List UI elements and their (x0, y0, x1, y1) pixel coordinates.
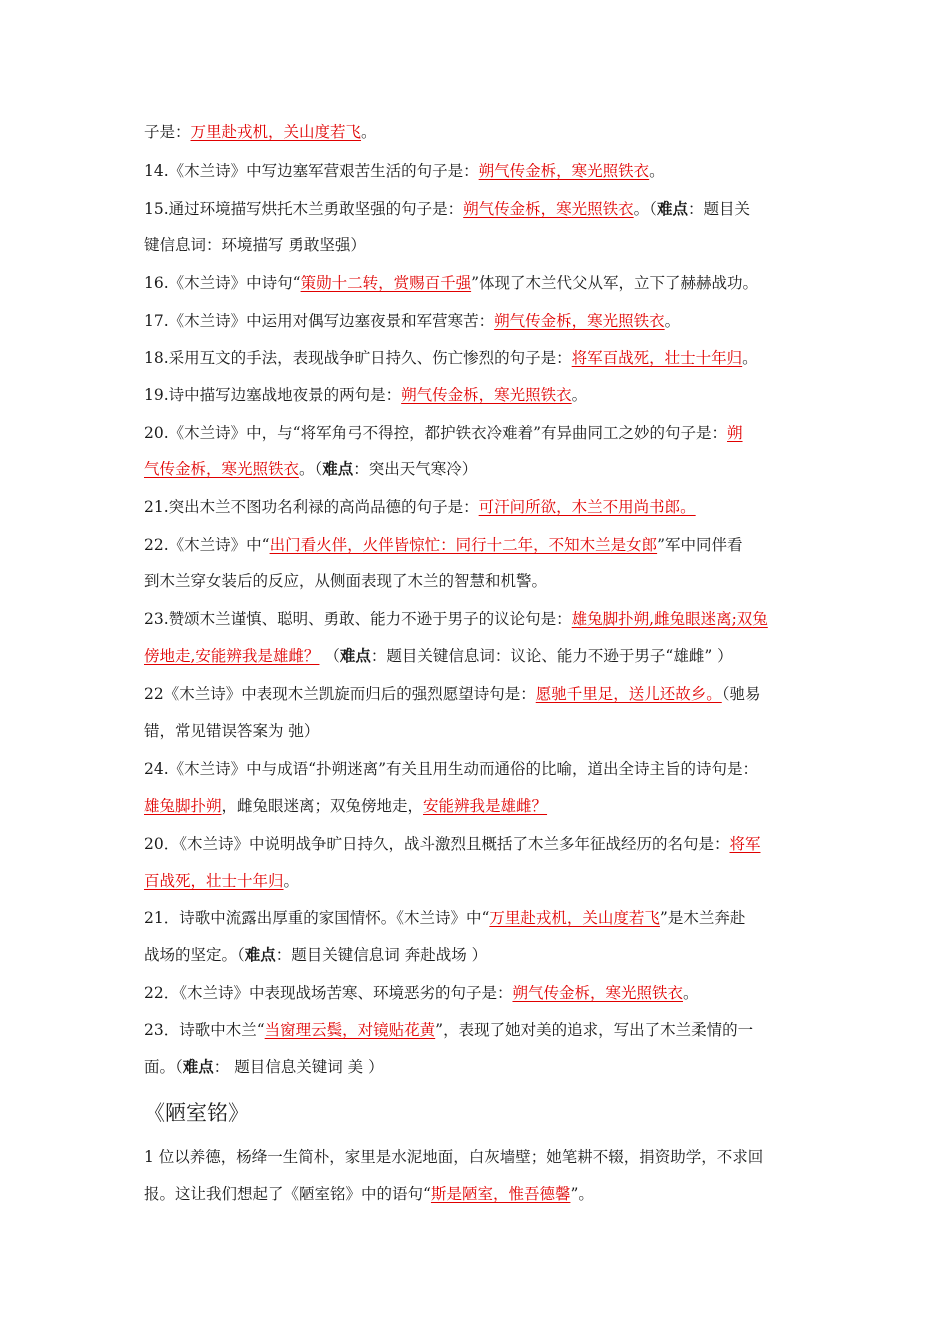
text-line: 14.《木兰诗》中写边塞军营艰苦生活的句子是：朔气传金柝，寒光照铁衣。 (144, 162, 665, 180)
answer-text: 傍地走,安能辨我是雄雌？ (144, 647, 320, 665)
text-line: 20．《木兰诗》中说明战争旷日持久，战斗激烈且概括了木兰多年征战经历的名句是：将军 (144, 835, 761, 853)
text-line: 键信息词：环境描写 勇敢坚强） (144, 236, 366, 254)
answer-text: 将军 (729, 835, 761, 853)
answer-text: 万里赴戎机，关山度若飞 (489, 909, 660, 927)
answer-text: 策勋十二转，赏赐百千强 (300, 274, 472, 292)
answer-text: 气传金柝，寒光照铁衣 (144, 460, 300, 478)
text-line: 面。（难点： 题目信息关键词 美 ） (144, 1057, 384, 1076)
answer-text: 安能辨我是雄雌？ (423, 797, 548, 815)
text-line: 22．《木兰诗》中表现战场苦寒、环境恶劣的句子是：朔气传金柝，寒光照铁衣。 (144, 984, 699, 1002)
text-line: 22.《木兰诗》中“出门看火伴，火伴皆惊忙：同行十二年，不知木兰是女郎”军中同伴看 (144, 536, 743, 554)
answer-text: 可汗问所欲，木兰不用尚书郎。 (478, 498, 696, 516)
text-line: 17.《木兰诗》中运用对偶写边塞夜景和军营寒苦：朔气传金柝，寒光照铁衣。 (144, 312, 681, 330)
answer-text: 出门看火伴，火伴皆惊忙：同行十二年，不知木兰是女郎 (269, 536, 658, 554)
text-line: 22《木兰诗》中表现木兰凯旋而归后的强烈愿望诗句是：愿驰千里足，送儿还故乡。（驰易 (144, 685, 761, 703)
answer-text: 朔气传金柝，寒光照铁衣 (478, 162, 650, 180)
text-line: 23.赞颂木兰谨慎、聪明、勇敢、能力不逊于男子的议论句是：雄兔脚扑朔,雌兔眼迷离;双兔 (144, 610, 768, 628)
answer-text: 当窗理云鬓，对镜贴花黄 (264, 1021, 436, 1039)
answer-text: 将军百战死，壮士十年归 (571, 349, 743, 367)
text-line: 1 位以养德，杨绛一生简朴，家里是水泥地面，白灰墙壁；她笔耕不辍，捐资助学，不求回 (144, 1148, 764, 1166)
text-line: 百战死，壮士十年归。 (144, 872, 300, 890)
text-line: 19.诗中描写边塞战地夜景的两句是：朔气传金柝，寒光照铁衣。 (144, 386, 588, 404)
difficulty-label: 难点 (182, 1057, 214, 1076)
text-line: 报。这让我们想起了《陋室铭》中的语句“斯是陋室，惟吾德馨”。 (144, 1185, 594, 1203)
text-line: 23．诗歌中木兰“当窗理云鬓，对镜贴花黄”，表现了她对美的追求，写出了木兰柔情的一 (144, 1021, 754, 1039)
answer-text: 朔气传金柝，寒光照铁衣 (512, 984, 683, 1002)
text-line: 18.采用互文的手法，表现战争旷日持久、伤亡惨烈的句子是：将军百战死，壮士十年归。 (144, 349, 758, 367)
text-line: 雄兔脚扑朔，雌兔眼迷离；双兔傍地走，安能辨我是雄雌？ (144, 797, 548, 815)
text-line: 16.《木兰诗》中诗句“策勋十二转，赏赐百千强”体现了木兰代父从军，立下了赫赫战功。 (144, 274, 759, 292)
difficulty-label: 难点 (244, 945, 276, 964)
answer-text: 朔气传金柝，寒光照铁衣 (463, 200, 634, 218)
section-heading: 《陋室铭》 (144, 1101, 249, 1125)
text-line: 气传金柝，寒光照铁衣。（难点：突出天气寒冷） (144, 459, 478, 478)
difficulty-label: 难点 (656, 199, 688, 218)
answer-text: 百战死，壮士十年归 (144, 872, 284, 890)
text-line: 21.突出木兰不图功名利禄的高尚品德的句子是：可汗问所欲，木兰不用尚书郎。 (144, 498, 696, 516)
difficulty-label: 难点 (339, 646, 371, 665)
text-line: 傍地走,安能辨我是雄雌？ （难点：题目关键信息词：议论、能力不逊于男子“雄雌” ） (144, 646, 733, 665)
answer-text: 朔气传金柝，寒光照铁衣 (401, 386, 572, 404)
text-line: 20.《木兰诗》中，与“将军角弓不得控，都护铁衣冷难着”有异曲同工之妙的句子是：朔 (144, 424, 743, 442)
answer-text: 斯是陋室，惟吾德馨 (430, 1185, 571, 1203)
text-line: 24.《木兰诗》中与成语“扑朔迷离”有关且用生动而通俗的比喻，道出全诗主旨的诗句是： (144, 760, 759, 778)
answer-text: 愿驰千里足，送儿还故乡。 (535, 685, 722, 703)
answer-text: 朔气传金柝，寒光照铁衣 (494, 312, 665, 330)
text-line: 15.通过环境描写烘托木兰勇敢坚强的句子是：朔气传金柝，寒光照铁衣。（难点：题目关 (144, 199, 750, 218)
answer-text: 万里赴戎机，关山度若飞 (190, 123, 362, 141)
answer-text: 雄兔脚扑朔,雌兔眼迷离;双兔 (571, 610, 768, 628)
answer-text: 朔 (727, 424, 743, 442)
difficulty-label: 难点 (322, 459, 354, 478)
text-line: 战场的坚定。（难点：题目关键信息词 奔赴战场 ） (144, 945, 488, 964)
text-line: 错，常见错误答案为 弛） (144, 722, 320, 740)
text-line: 子是：万里赴戎机，关山度若飞。 (144, 123, 377, 141)
text-line: 到木兰穿女装后的反应，从侧面表现了木兰的智慧和机警。 (144, 572, 548, 590)
text-line: 21．诗歌中流露出厚重的家国情怀。《木兰诗》中“万里赴戎机，关山度若飞”是木兰奔赴 (144, 909, 746, 927)
answer-text: 雄兔脚扑朔 (144, 797, 222, 815)
